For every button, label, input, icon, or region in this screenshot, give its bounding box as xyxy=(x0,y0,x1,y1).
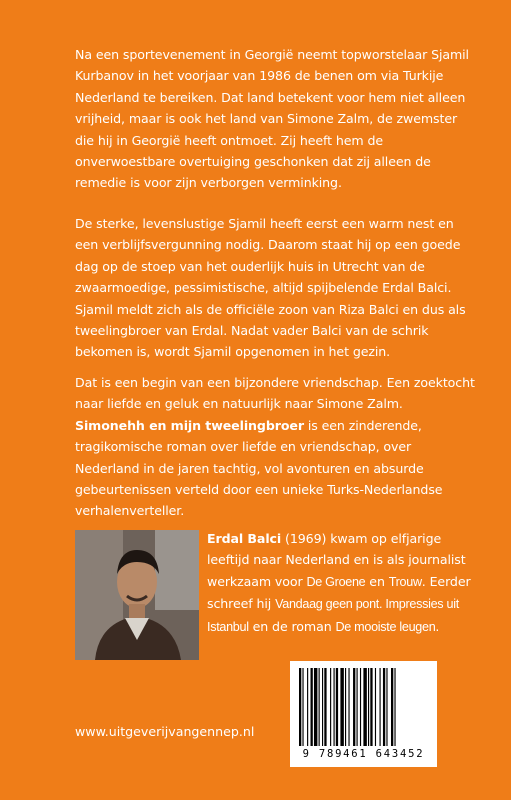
blurb-intro: Dat is een begin van een bijzondere vriendschap. Een zoektocht naar liefde en geluk en natuurlijk naar Simone Zalm. xyxy=(75,375,475,412)
barcode-bar xyxy=(299,668,301,746)
barcode-bar xyxy=(360,668,361,746)
bio-text-1: (1969) kwam op elfjarige leeftijd naar Nederland en is als journalist werkzaam voor xyxy=(207,531,466,589)
barcode-bar xyxy=(322,668,323,746)
publication-1: De Groene xyxy=(306,574,366,589)
bio-text-4: en de roman xyxy=(248,618,336,634)
barcode-bar xyxy=(330,668,331,746)
blurb-text-1: Na een sportevenement in Georgië neemt topworstelaar Sjamil Kurbanov in het voorjaar van 1986 de benen om via Turkije Nederland te bereiken. Dat land betekent voor hem niet alleen vrijheid, maar is ook het land van Simone Zalm, de zwemster die hij in Georgië heeft ontmoet. Zij heeft hem de onverwoestbare overtuiging geschonken dat zij alleen de remedie is voor zijn verborgen verminking. xyxy=(75,47,469,191)
barcode-bar xyxy=(319,668,320,746)
barcode-bar xyxy=(391,668,393,746)
barcode-bar xyxy=(345,668,346,746)
book-title: Simonehh en mijn tweelingbroer xyxy=(75,417,304,433)
author-bio xyxy=(207,528,477,638)
blurb-paragraph-2 xyxy=(75,213,475,363)
barcode-bar xyxy=(324,668,326,746)
bio-text-3: . Eerder schreef hij xyxy=(207,573,471,612)
publication-2: Trouw xyxy=(388,574,422,589)
barcode-bar xyxy=(363,668,366,746)
isbn-barcode xyxy=(290,661,437,767)
bio-text-5: . xyxy=(435,618,440,634)
barcode-bar xyxy=(375,668,376,746)
barcode-bar xyxy=(307,668,308,746)
barcode-bar xyxy=(353,668,355,746)
barcode-bar xyxy=(314,668,317,746)
barcode-bar xyxy=(368,668,369,746)
barcode-bar xyxy=(348,668,349,746)
author-name: Erdal Balci xyxy=(207,531,282,546)
barcode-bar xyxy=(340,668,343,746)
barcode-bar xyxy=(357,668,358,746)
blurb-rest: is een zinderende, tragikomische roman over liefde en vriendschap, over Nederland in de jaren tachtig, vol avonturen en absurde gebeurtenissen verteld door een unieke Turks-Nederlandse verhalenverteller. xyxy=(75,417,443,519)
isbn-digits: 9 789461 643452 xyxy=(302,748,425,760)
barcode-bar xyxy=(386,668,387,746)
barcode-bar xyxy=(311,668,313,746)
blurb-text-2: De sterke, levenslustige Sjamil heeft eerst een warm nest en een verblijfsvergunning nodig. Daarom staat hij op een goede dag op de stoep van het ouderlijk huis in Utrecht van de zwaarmoedige, pessimistische, altijd spijbelende Erdal Balci. Sjamil meldt zich als de officiële zoon van Riza Balci en dus als tweelingbroer van Erdal. Nadat vader Balci van de schrik bekomen is, wordt Sjamil opgenomen in het gezin. xyxy=(75,216,466,360)
barcode-bar xyxy=(334,668,335,746)
barcode-bar xyxy=(370,668,372,746)
previous-book-1: Vandaag geen pont. Impressies uit Istanbul xyxy=(207,597,459,634)
publisher-website[interactable]: www.uitgeverijvangennep.nl xyxy=(75,724,255,739)
blurb-text-3 xyxy=(75,372,475,522)
barcode-icon xyxy=(291,662,436,748)
previous-book-2: De mooiste leugen xyxy=(335,619,436,634)
barcode-bar xyxy=(336,668,338,746)
author-photo xyxy=(75,530,199,660)
blurb-paragraph-1 xyxy=(75,44,475,194)
bio-text-2: en xyxy=(365,573,389,589)
barcode-bar xyxy=(394,668,395,746)
author-portrait-icon xyxy=(75,530,199,660)
barcode-bar xyxy=(383,668,385,746)
barcode-bar xyxy=(380,668,381,746)
barcode-bar xyxy=(302,668,303,746)
blurb-paragraph-3 xyxy=(75,372,475,522)
